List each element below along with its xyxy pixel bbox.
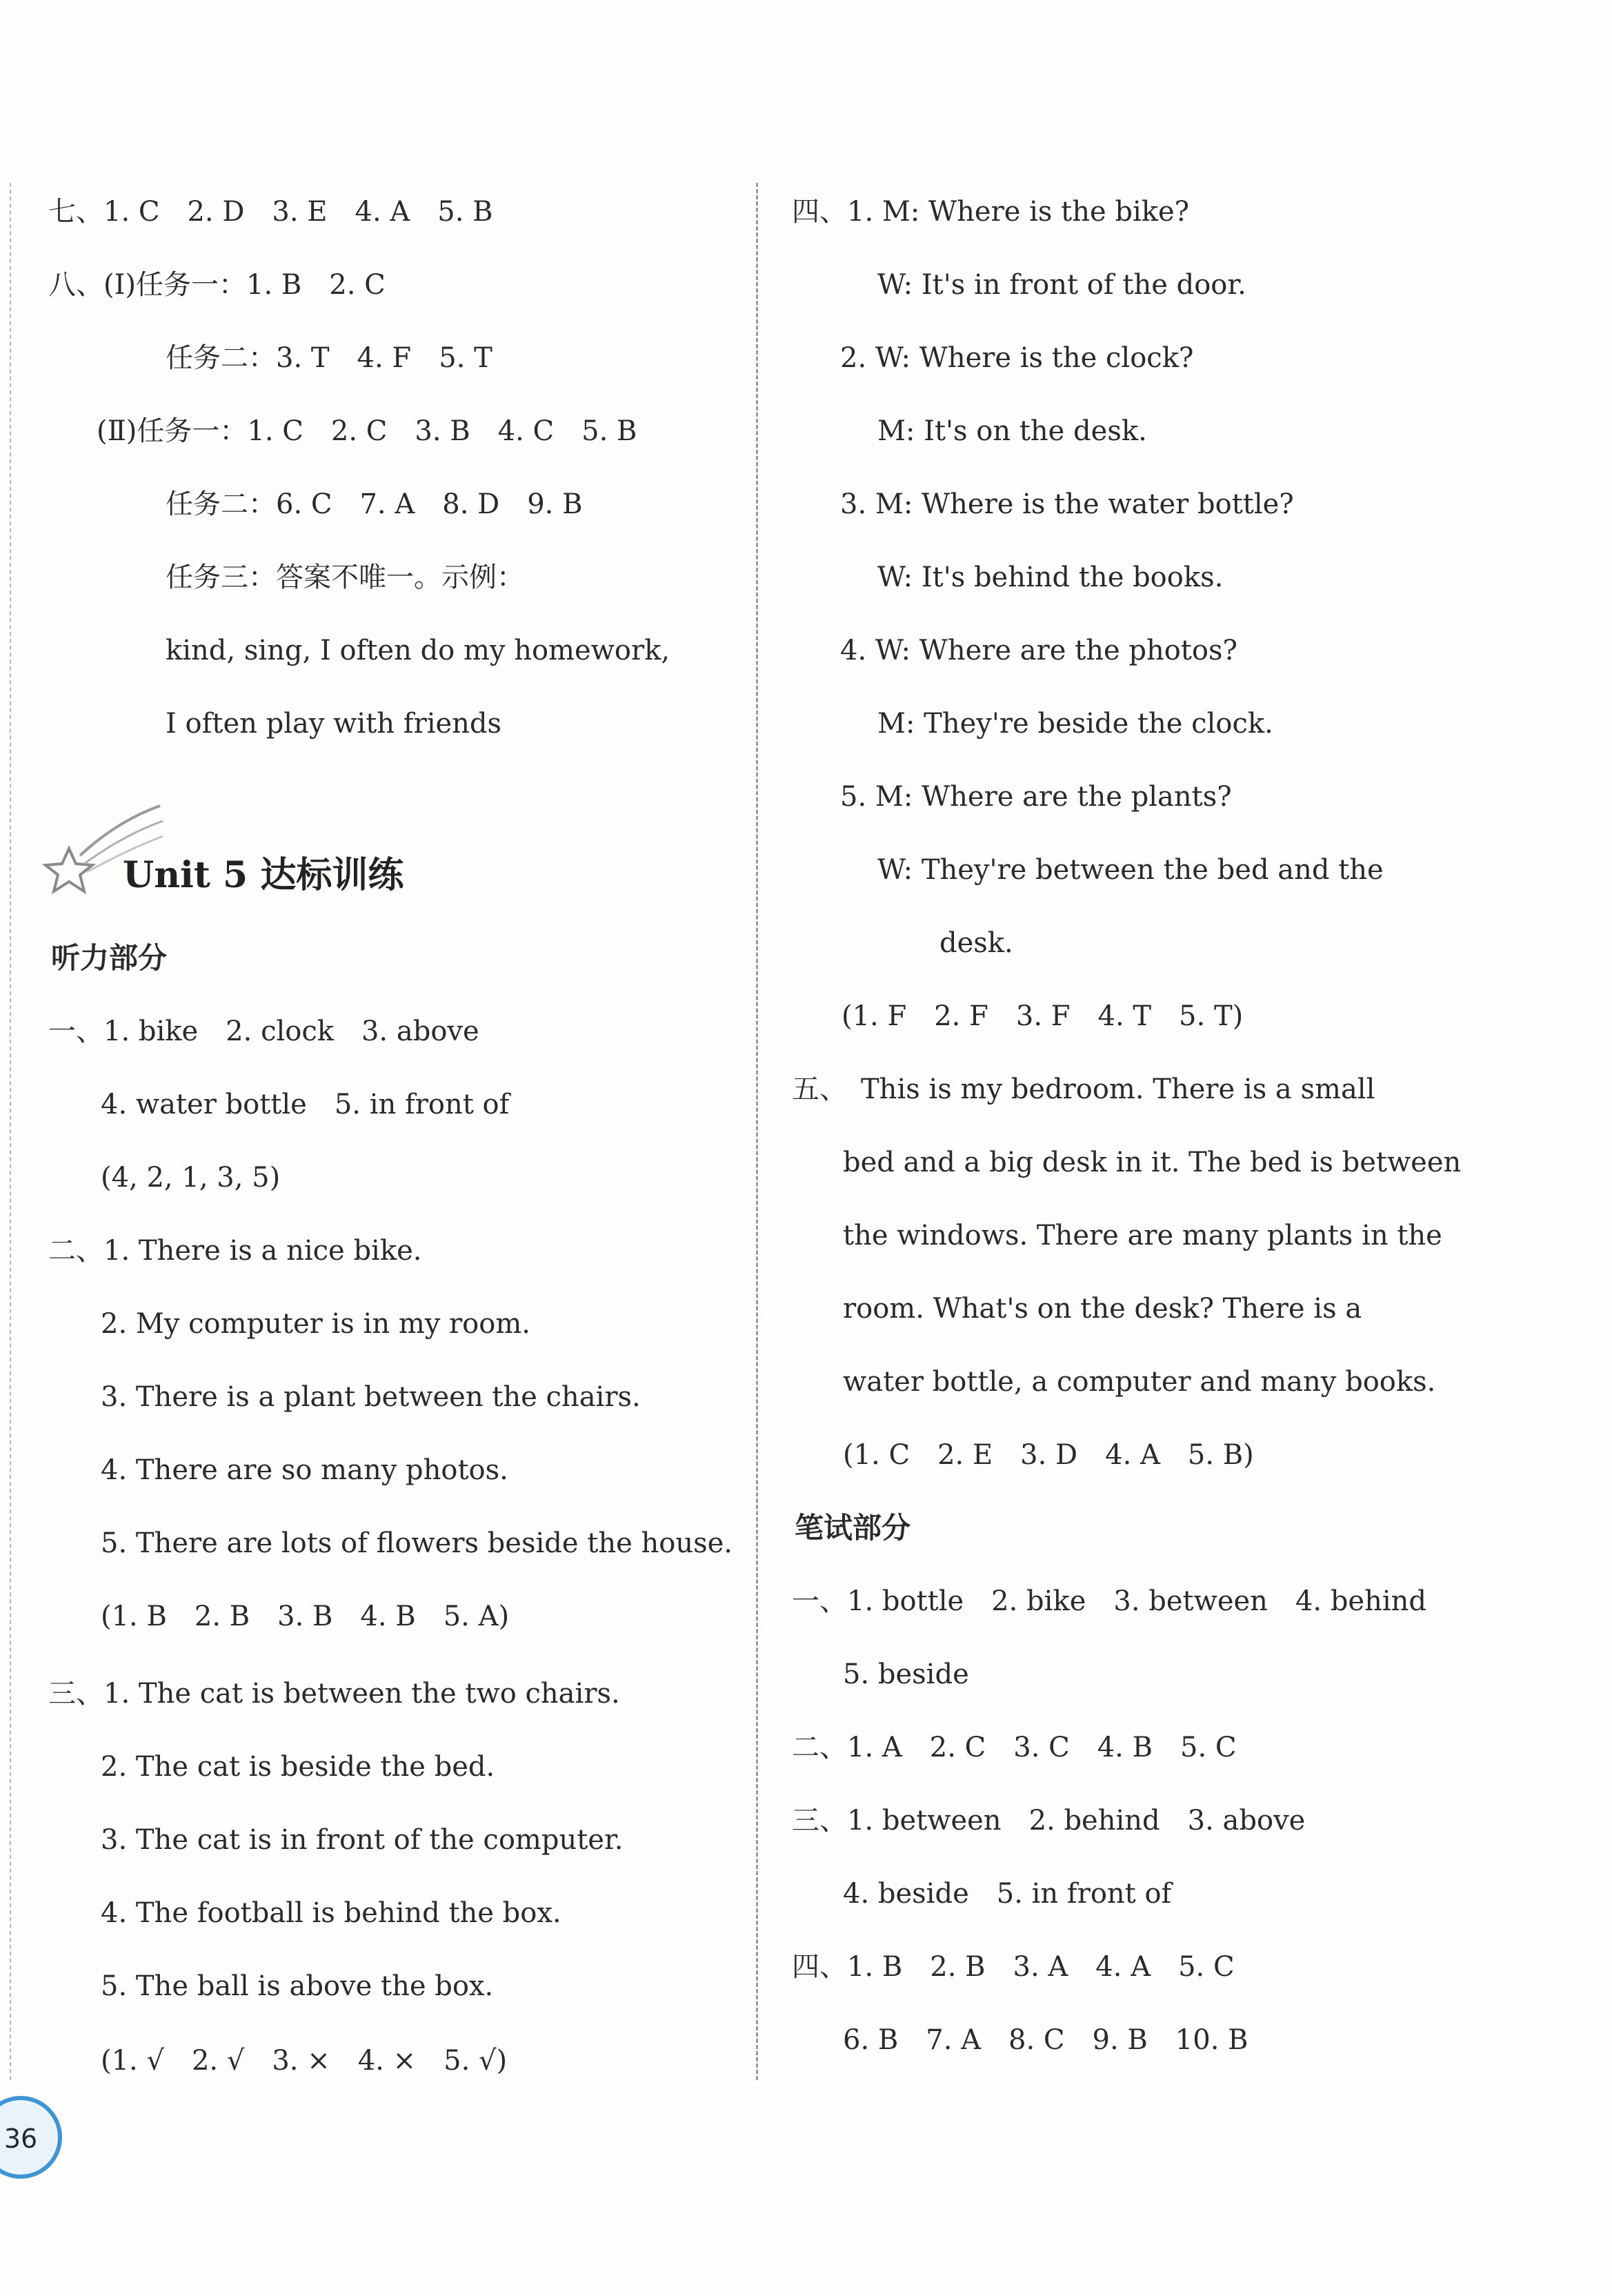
answer-line: 2. My computer is in my room. [101,1308,530,1340]
answer-line: 5. The ball is above the box. [101,1970,494,2002]
answer-line: (1. F 2. F 3. F 4. T 5. T) [842,1000,1244,1032]
answer-line: 5. beside [843,1659,969,1690]
passage-line: the windows. There are many plants in the [843,1220,1442,1251]
answer-line: W: They're between the bed and the [877,854,1384,886]
answer-line: (4, 2, 1, 3, 5) [101,1162,281,1194]
answer-line: W: It's behind the books. [877,562,1224,593]
answer-line: 2. W: Where is the clock? [840,342,1194,374]
answer-line: W: It's in front of the door. [877,269,1246,301]
answer-line: I often play with friends [166,708,502,740]
answer-line: 6. B 7. A 8. C 9. B 10. B [843,2024,1248,2056]
answer-line: 任务三：答案不唯一。示例： [166,562,524,593]
answer-line: 七、1. C 2. D 3. E 4. A 5. B [48,196,493,228]
answer-line: (Ⅱ)任务一：1. C 2. C 3. B 4. C 5. B [97,415,637,447]
section-heading-listening: 听力部分 [51,941,168,975]
answer-line: (1. B 2. B 3. B 4. B 5. A) [101,1601,510,1632]
passage-line: room. What's on the desk? There is a [843,1293,1362,1325]
left-margin-rule [10,183,11,2080]
answer-line: (1. C 2. E 3. D 4. A 5. B) [843,1439,1254,1471]
answer-line: 任务二：3. T 4. F 5. T [166,342,492,374]
answer-line: (1. √ 2. √ 3. × 4. × 5. √) [101,2045,508,2077]
answer-line: 2. The cat is beside the bed. [101,1751,495,1783]
answer-line: 5. There are lots of flowers beside the house. [101,1527,733,1559]
column-divider [756,183,758,2080]
answer-line: 三、1. The cat is between the two chairs. [48,1678,620,1710]
answer-line: 四、1. B 2. B 3. A 4. A 5. C [792,1951,1235,1983]
answer-line: 3. There is a plant between the chairs. [101,1381,641,1413]
answer-line: 4. water bottle 5. in front of [101,1089,510,1120]
answer-line: kind, sing, I often do my homework, [166,635,670,666]
answer-line: 3. The cat is in front of the computer. [101,1824,624,1856]
answer-line: 4. The football is behind the box. [101,1897,561,1929]
answer-line: M: It's on the desk. [877,415,1147,447]
answer-line: 二、1. A 2. C 3. C 4. B 5. C [792,1732,1237,1763]
answer-line: 4. beside 5. in front of [843,1878,1172,1910]
answer-line: 3. M: Where is the water bottle? [840,488,1294,520]
answer-line: 任务二：6. C 7. A 8. D 9. B [166,488,583,520]
passage-line: bed and a big desk in it. The bed is between [843,1147,1462,1178]
page-number: 36 [3,2124,38,2154]
answer-line: 5. M: Where are the plants? [840,781,1232,813]
answer-line: M: They're beside the clock. [877,708,1273,740]
answer-line: 一、1. bottle 2. bike 3. between 4. behind [792,1585,1427,1617]
answer-line: 一、1. bike 2. clock 3. above [48,1016,479,1047]
answer-line: 八、(Ⅰ)任务一：1. B 2. C [48,269,386,301]
answer-line: 三、1. between 2. behind 3. above [792,1805,1306,1837]
passage-line: 五、 This is my bedroom. There is a small [792,1073,1375,1105]
answer-line: 四、1. M: Where is the bike? [792,196,1190,228]
section-heading-written: 笔试部分 [795,1511,911,1545]
answer-line: 4. W: Where are the photos? [840,635,1237,666]
unit-title: Unit 5 达标训练 [123,854,404,896]
answer-line: 4. There are so many photos. [101,1454,508,1486]
answer-line: 二、1. There is a nice bike. [48,1235,422,1267]
answer-line: desk. [939,927,1013,959]
passage-line: water bottle, a computer and many books. [843,1366,1436,1398]
